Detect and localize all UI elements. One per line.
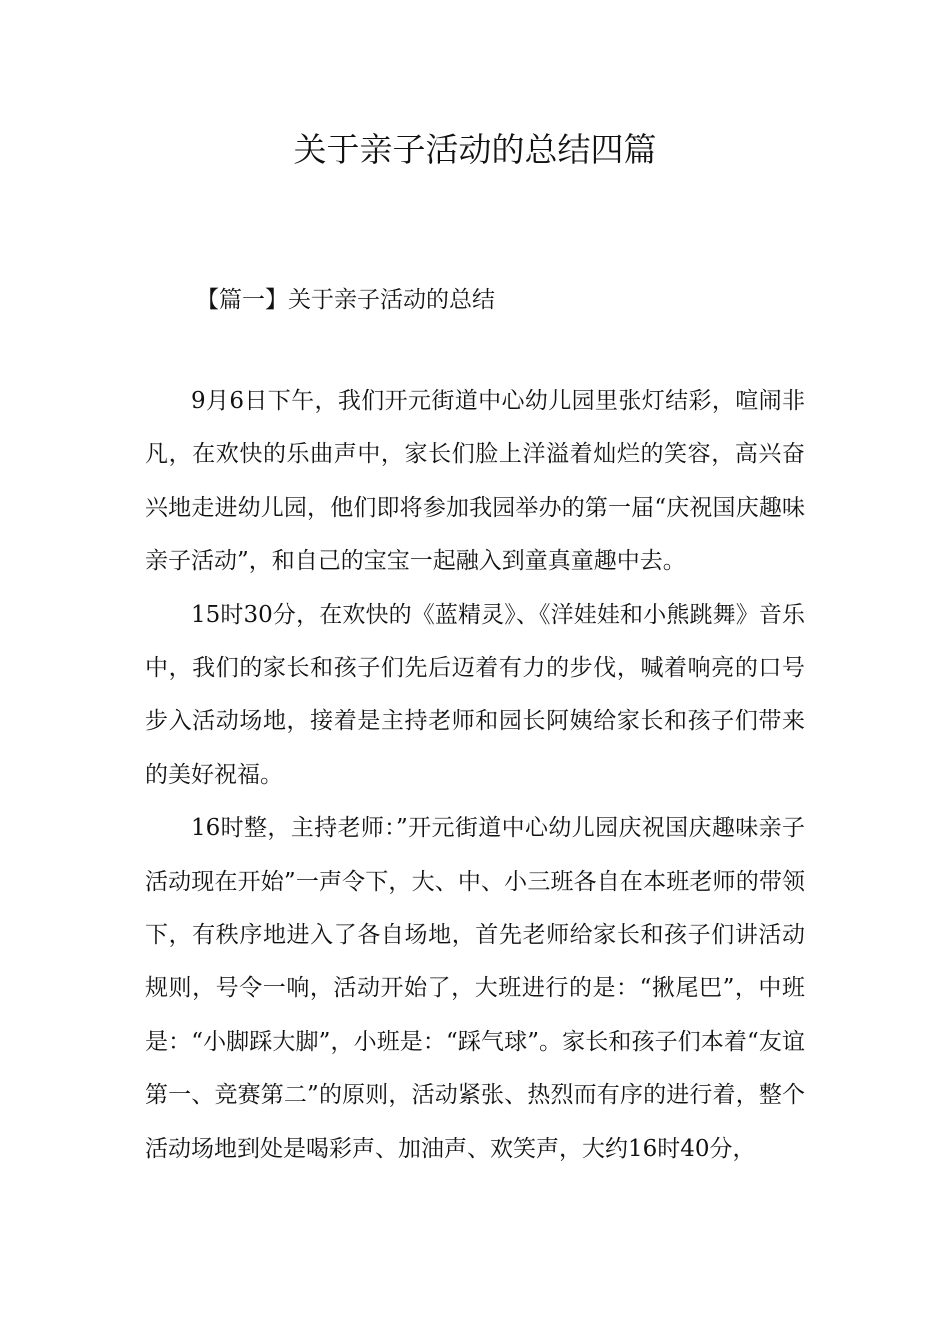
section-heading: 【篇一】关于亲子活动的总结	[196, 287, 495, 313]
paragraph-2: 15时30分，在欢快的《蓝精灵》、《洋娃娃和小熊跳舞》音乐中，我们的家长和孩子们先后迈着有力的步伐，喊着响亮的口号步入活动场地，接着是主持老师和园长阿姨给家长和孩子们带来的美好祝福。	[145, 601, 805, 788]
paragraph-1: 9月6日下午，我们开元街道中心幼儿园里张灯结彩，喧闹非凡，在欢快的乐曲声中，家长们脸上洋溢着灿烂的笑容，高兴奋兴地走进幼儿园，他们即将参加我园举办的第一届“庆祝国庆趣味亲子活动”，和自己的宝宝一起融入到童真童趣中去。	[145, 388, 805, 575]
document-title: 关于亲子活动的总结四篇	[293, 130, 657, 169]
document-body	[145, 375, 805, 1176]
paragraph-3: 16时整，主持老师：”开元街道中心幼儿园庆祝国庆趣味亲子活动现在开始”一声令下，大、中、小三班各自在本班老师的带领下，有秩序地进入了各自场地，首先老师给家长和孩子们讲活动规则，号令一响，活动开始了，大班进行的是：“揪尾巴”，中班是：“小脚踩大脚”，小班是：“踩气球”。家长和孩子们本着“友谊第一、竞赛第二”的原则，活动紧张、热烈而有序的进行着，整个活动场地到处是喝彩声、加油声、欢笑声，大约16时40分，	[145, 815, 805, 1162]
